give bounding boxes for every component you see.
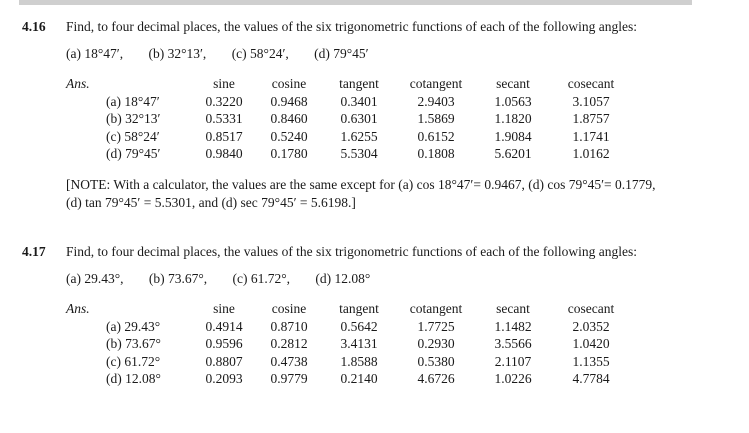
- row-label: (d) 12.08°: [106, 371, 161, 386]
- problem-number: 4.16: [22, 19, 46, 34]
- cell: 0.5642: [340, 318, 378, 334]
- cell: 0.4914: [205, 318, 243, 334]
- angle-part: (d) 79°45′: [314, 46, 369, 61]
- answer-table: [102, 301, 634, 389]
- cell: 4.6726: [417, 371, 455, 386]
- column-header: cosine: [271, 76, 307, 91]
- cell: 1.8588: [340, 353, 378, 369]
- table-row: [102, 111, 634, 129]
- column-header: cotangent: [409, 76, 463, 91]
- cell: 2.0352: [572, 318, 610, 334]
- cell: 1.6255: [340, 128, 378, 144]
- cell: 0.9840: [205, 146, 243, 161]
- angle-part: (d) 12.08°: [315, 271, 371, 286]
- cell: 0.3220: [205, 93, 243, 109]
- answer-table: [102, 76, 634, 164]
- cell: 0.8807: [205, 353, 243, 369]
- table-row: [102, 319, 634, 337]
- table-row: [102, 94, 634, 112]
- angle-list: [66, 46, 391, 62]
- angle-part: (c) 58°24′,: [231, 46, 289, 61]
- cell: 0.5380: [417, 353, 455, 369]
- cell: 0.8517: [205, 128, 243, 144]
- table-row: [102, 371, 634, 389]
- cell: 0.2140: [340, 371, 378, 386]
- cell: 0.2812: [270, 336, 308, 351]
- cell: 1.1355: [572, 353, 610, 369]
- table-row: [102, 336, 634, 354]
- table-row: [102, 129, 634, 147]
- problem-statement: Find, to four decimal places, the values of the six trigonometric functions of each of the following angles:: [66, 19, 637, 34]
- cell: 3.5566: [494, 336, 532, 351]
- cell: 0.4738: [270, 353, 308, 369]
- cell: 1.8757: [572, 111, 610, 126]
- column-header: sine: [213, 301, 235, 316]
- angle-list: [66, 271, 392, 287]
- cell: 0.5240: [270, 128, 308, 144]
- column-header: cosecant: [567, 301, 615, 316]
- angle-part: (b) 32°13′,: [148, 46, 207, 61]
- cell: 0.2930: [417, 336, 455, 351]
- column-header: cosine: [271, 301, 307, 316]
- cell: 5.5304: [340, 146, 378, 161]
- cell: 0.1808: [417, 146, 455, 161]
- answer-label: Ans.: [66, 301, 90, 316]
- table-row: [102, 146, 634, 164]
- row-label: (b) 73.67°: [106, 336, 161, 351]
- cell: 1.9084: [494, 128, 532, 144]
- cell: 0.9779: [270, 371, 308, 386]
- cell: 1.5869: [417, 111, 455, 126]
- cell: 4.7784: [572, 371, 610, 386]
- cell: 2.9403: [417, 93, 455, 109]
- column-header: cosecant: [567, 76, 615, 91]
- angle-part: (a) 18°47′,: [66, 46, 124, 61]
- cell: 1.0420: [572, 336, 610, 351]
- column-header: sine: [213, 76, 235, 91]
- cell: 2.1107: [494, 353, 532, 369]
- note-line: (d) tan 79°45′ = 5.5301, and (d) sec 79°45′ = 5.6198.]: [66, 195, 356, 210]
- angle-part: (b) 73.67°,: [148, 271, 208, 286]
- cell: 3.4131: [340, 336, 378, 351]
- angle-part: (a) 29.43°,: [66, 271, 124, 286]
- cell: 0.9596: [205, 336, 243, 351]
- cell: 5.6201: [494, 146, 532, 161]
- row-label: (a) 29.43°: [106, 318, 161, 334]
- cell: 0.5331: [205, 111, 243, 126]
- column-header: secant: [496, 76, 530, 91]
- cell: 1.1820: [494, 111, 532, 126]
- cell: 1.1741: [572, 128, 610, 144]
- row-label: (b) 32°13′: [106, 111, 161, 126]
- cell: 0.1780: [270, 146, 308, 161]
- cell: 0.3401: [340, 93, 378, 109]
- cell: 0.8460: [270, 111, 308, 126]
- note-line: [NOTE: With a calculator, the values are the same except for (a) cos 18°47′= 0.9467, (d) cos 79°45′= 0.1779,: [66, 177, 656, 192]
- cell: 3.1057: [572, 93, 610, 109]
- table-header-row: [102, 76, 634, 94]
- answer-label: Ans.: [66, 76, 90, 91]
- cell: 0.9468: [270, 93, 308, 109]
- cell: 1.1482: [494, 318, 532, 334]
- column-header: secant: [496, 301, 530, 316]
- top-divider-bar: [19, 0, 692, 5]
- cell: 1.7725: [417, 318, 455, 334]
- cell: 0.6301: [340, 111, 378, 126]
- cell: 1.0563: [494, 93, 532, 109]
- column-header: tangent: [339, 76, 379, 91]
- cell: 0.8710: [270, 318, 308, 334]
- row-label: (d) 79°45′: [106, 146, 161, 161]
- angle-part: (c) 61.72°,: [232, 271, 291, 286]
- row-label: (c) 61.72°: [106, 353, 161, 369]
- row-label: (c) 58°24′: [106, 128, 160, 144]
- cell: 1.0162: [572, 146, 610, 161]
- problem-statement: Find, to four decimal places, the values of the six trigonometric functions of each of the following angles:: [66, 244, 637, 259]
- cell: 0.2093: [205, 371, 243, 386]
- table-header-row: [102, 301, 634, 319]
- column-header: tangent: [339, 301, 379, 316]
- problem-number: 4.17: [22, 244, 46, 259]
- column-header: cotangent: [409, 301, 463, 316]
- table-row: [102, 354, 634, 372]
- calculator-note: [66, 176, 736, 212]
- cell: 0.6152: [417, 128, 455, 144]
- cell: 1.0226: [494, 371, 532, 386]
- row-label: (a) 18°47′: [106, 93, 160, 109]
